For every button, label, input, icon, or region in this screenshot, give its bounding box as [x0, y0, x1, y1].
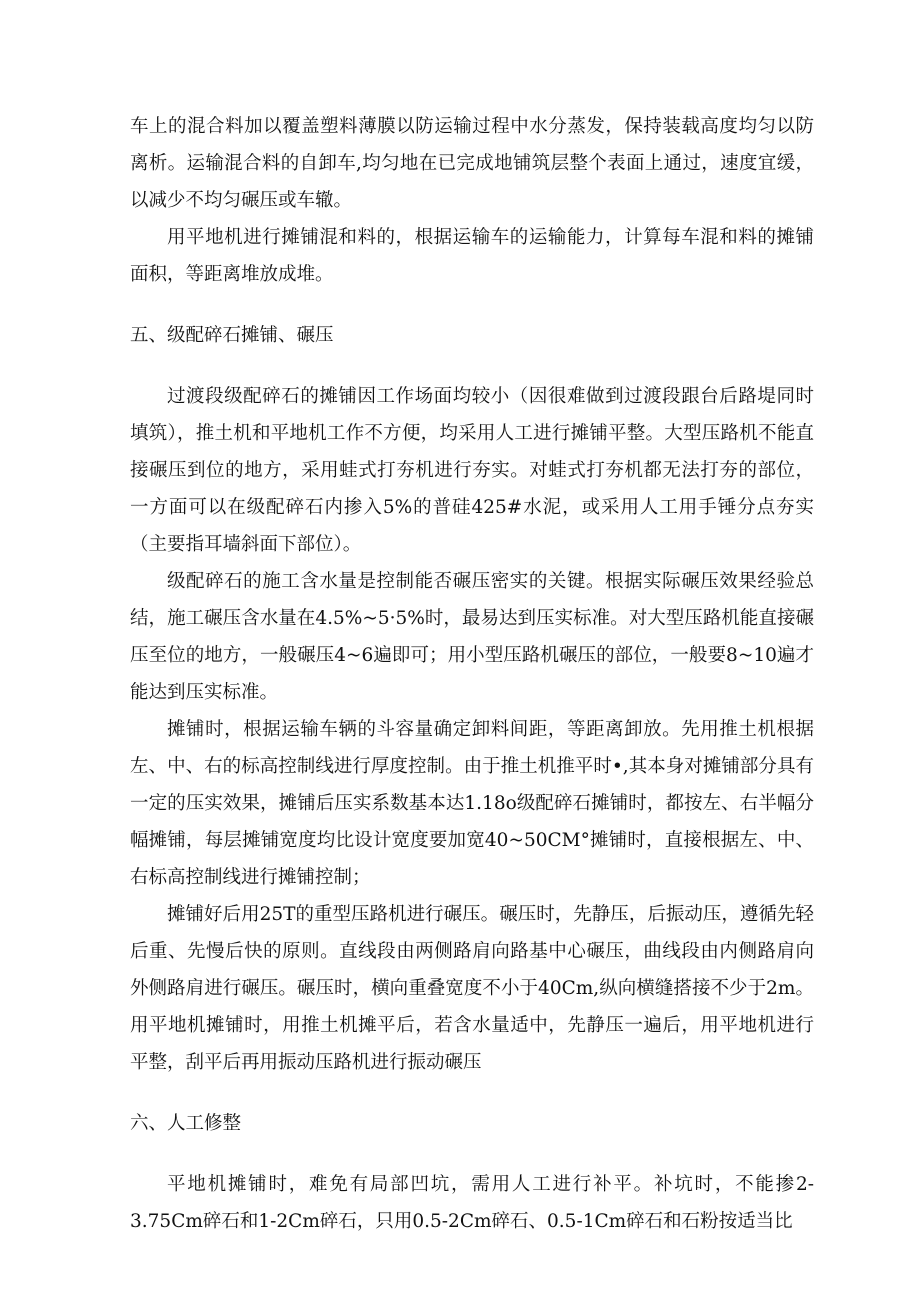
section-heading-6: 六、人工修整 — [130, 1113, 242, 1134]
paragraph-manual-trimming: 平地机摊铺时，难免有局部凹坑，需用人工进行补平。补坑时，不能掺2-3.75Cm碎石和1-2Cm碎石，只用0.5-2Cm碎石、0.5-1Cm碎石和石粉按适当比 — [130, 1174, 814, 1232]
document-body — [130, 108, 814, 1240]
paragraph-transition-spreading: 过渡段级配碎石的摊铺因工作场面均较小（因很难做到过渡段跟台后路堤同时填筑），推土机和平地机工作不方便，均采用人工进行摊铺平整。大型压路机不能直接碾压到位的地方，采用蛙式打夯机进行夯实。对蛙式打夯机都无法打夯的部位，一方面可以在级配碎石内掺入5%的普硅425#水泥，或采用人工用手锤分点夯实（主要指耳墙斜面下部位）。 — [130, 386, 814, 555]
paragraph-rolling: 摊铺好后用25T的重型压路机进行碾压。碾压时，先静压，后振动压，遵循先轻后重、先慢后快的原则。直线段由两侧路肩向路基中心碾压，曲线段由内侧路肩向外侧路肩进行碾压。碾压时，横向重叠宽度不小于40Cm,纵向横缝搭接不少于2m。用平地机摊铺时，用推土机摊平后，若含水量适中，先静压一遍后，用平地机进行平整，刮平后再用振动压路机进行振动碾压 — [130, 904, 814, 1073]
paragraph-grader-spreading: 用平地机进行摊铺混和料的，根据运输车的运输能力，计算每车混和料的摊铺面积，等距离堆放成堆。 — [130, 227, 814, 285]
paragraph-transport: 车上的混合料加以覆盖塑料薄膜以防运输过程中水分蒸发，保持装载高度均匀以防离析。运输混合料的自卸车,均匀地在已完成地铺筑层整个表面上通过，速度宜缓，以减少不均匀碾压或车辙。 — [130, 116, 814, 211]
paragraph-moisture-content: 级配碎石的施工含水量是控制能否碾压密实的关键。根据实际碾压效果经验总结，施工碾压含水量在4.5%~5·5%时，最易达到压实标准。对大型压路机能直接碾压至位的地方，一般碾压4~6遍即可；用小型压路机碾压的部位，一般要8~10遍才能达到压实标准。 — [130, 571, 814, 703]
section-heading-5: 五、级配碎石摊铺、碾压 — [130, 325, 334, 346]
paragraph-unloading-spacing: 摊铺时，根据运输车辆的斗容量确定卸料间距，等距离卸放。先用推土机根据左、中、右的标高控制线进行厚度控制。由于推土机推平时•,其本身对摊铺部分具有一定的压实效果，摊铺后压实系数基本达1.18o级配碎石摊铺时，都按左、右半幅分幅摊铺，每层摊铺宽度均比设计宽度要加宽40~50CM°摊铺时，直接根据左、中、右标高控制线进行摊铺控制； — [130, 719, 814, 888]
